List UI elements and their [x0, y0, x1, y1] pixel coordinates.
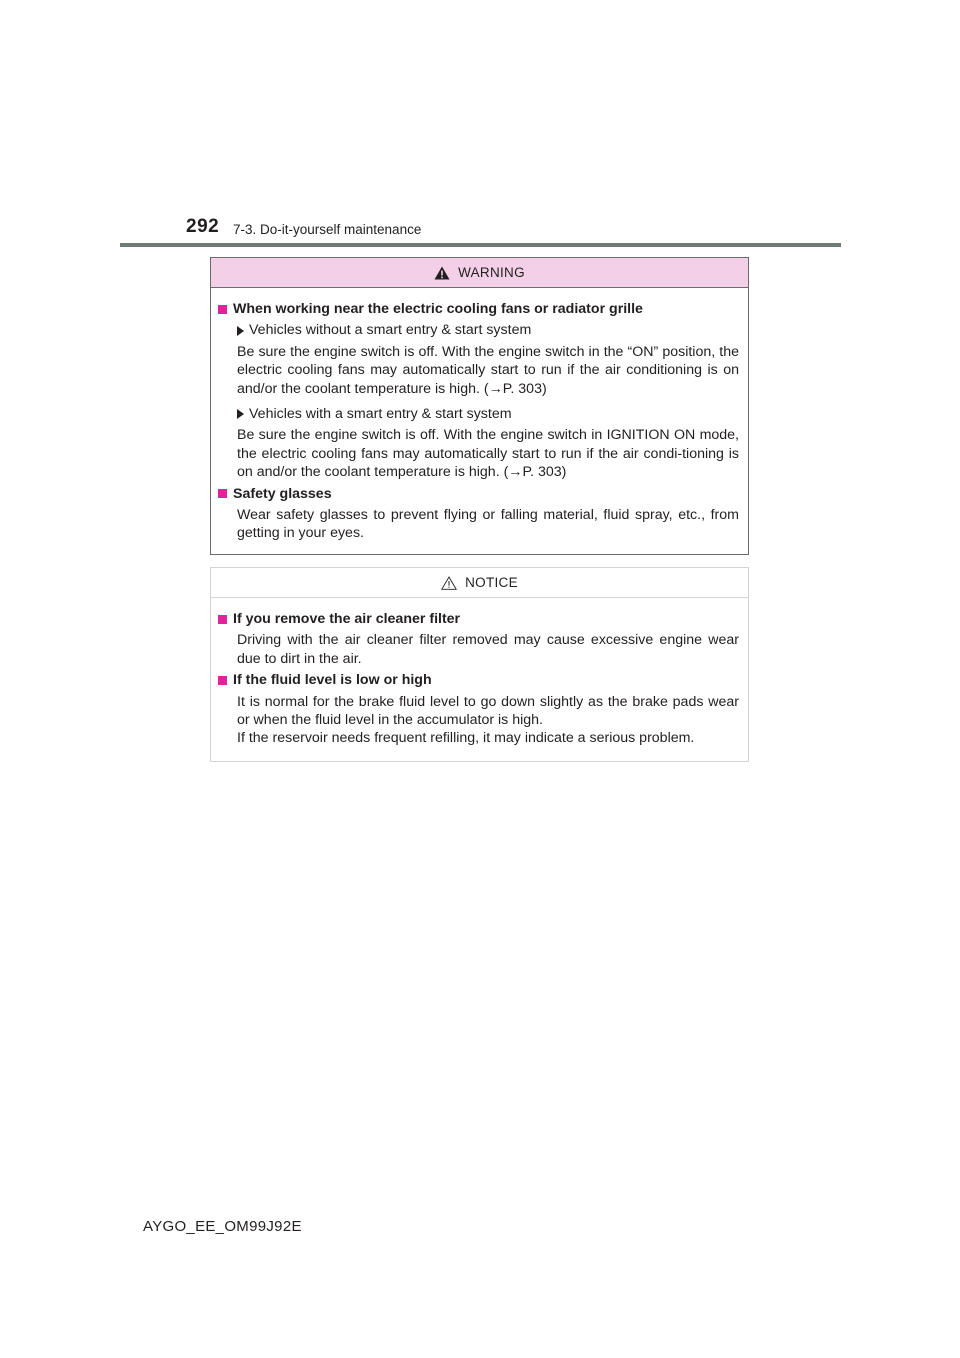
warning-title: WARNING: [458, 265, 525, 280]
notice-heading-fluid-level: If the fluid level is low or high: [218, 671, 739, 689]
warning-body: [211, 288, 748, 543]
square-bullet-icon: [218, 676, 227, 685]
warning-text-without-smart-entry: Be sure the engine switch is off. With the engine switch in the “ON” position, the electric cooling fans may automatically start to run if the air conditioning is on and/or the coolant temperature is high. (→P. 303): [237, 343, 739, 397]
notice-heading-air-cleaner: If you remove the air cleaner filter: [218, 610, 739, 628]
warning-box: [210, 257, 749, 555]
warning-text-safety-glasses: Wear safety glasses to prevent flying or falling material, fluid spray, etc., from getting in your eyes.: [237, 507, 739, 542]
warning-heading-cooling-fans: When working near the electric cooling fans or radiator grille: [218, 300, 739, 318]
notice-title: NOTICE: [465, 575, 518, 590]
notice-header: [211, 568, 748, 598]
square-bullet-icon: [218, 615, 227, 624]
warning-text-with-smart-entry: Be sure the engine switch is off. With the engine switch in IGNITION ON mode, the electric cooling fans may automatically start to run if the air condi-tioning is on and/or the coolant temperature is high. (→P. 303): [237, 427, 739, 481]
warning-sub-with-smart-entry: Vehicles with a smart entry & start system: [237, 405, 739, 423]
notice-text-air-cleaner: Driving with the air cleaner filter removed may cause excessive engine wear due to dirt in the air.: [237, 632, 739, 667]
footer-document-code: AYGO_EE_OM99J92E: [143, 1218, 302, 1235]
caution-triangle-icon: [441, 576, 457, 590]
header-rule: [120, 243, 841, 247]
triangle-right-icon: [237, 409, 244, 419]
triangle-right-icon: [237, 326, 244, 336]
square-bullet-icon: [218, 305, 227, 314]
section-title: 7-3. Do-it-yourself maintenance: [233, 222, 422, 237]
notice-text-fluid-level: It is normal for the brake fluid level to go down slightly as the brake pads wear or when the fluid level in the accumulator is high. If the reservoir needs frequent refilling, it may indicate a serious problem.: [237, 693, 739, 747]
notice-box: [210, 567, 749, 762]
square-bullet-icon: [218, 489, 227, 498]
warning-heading-safety-glasses: Safety glasses: [218, 485, 739, 503]
warning-header: [211, 258, 748, 288]
warning-sub-without-smart-entry: Vehicles without a smart entry & start system: [237, 321, 739, 339]
page-number: 292: [186, 216, 220, 237]
notice-body: [211, 598, 748, 748]
warning-triangle-icon: [434, 266, 450, 280]
